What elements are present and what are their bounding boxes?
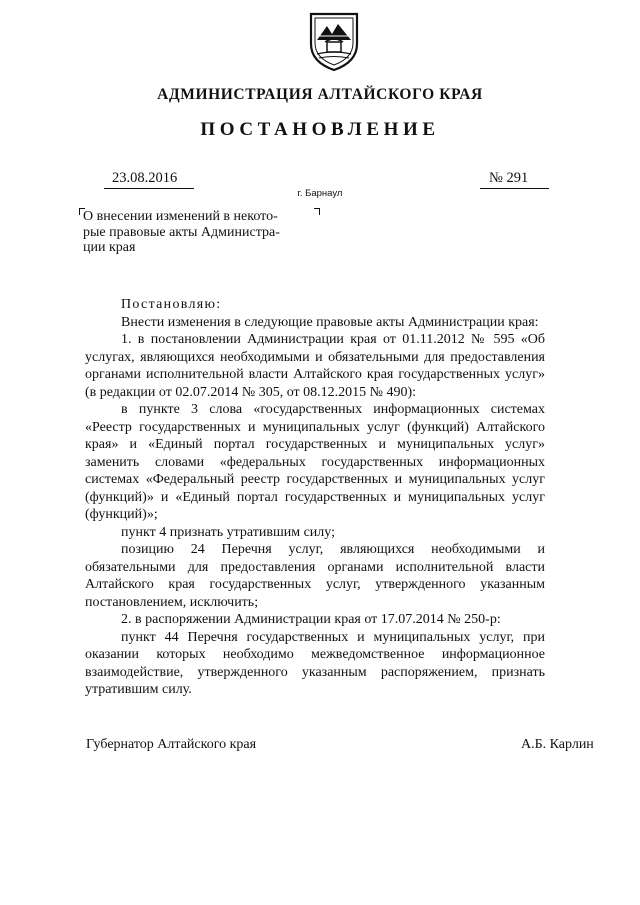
body-paragraph: в пункте 3 слова «государственных информационных системах «Реестр государственных и муниципальных услуг (функций) Алтайского края» и «Единый портал государственных и муниципальных услуг» заменить словами «федеральных государственных информационных системах «Федеральный реестр государственных и муниципальных услуг (функций)» и «Единый портал государственных и муниципальных услуг (функций)»;	[85, 402, 545, 522]
subject-block	[81, 209, 321, 256]
body-paragraph: пункт 4 признать утратившим силу;	[121, 524, 335, 540]
subject-bracket-left	[79, 208, 85, 215]
signer-role: Губернатор Алтайского края	[86, 737, 257, 752]
body-paragraph: позицию 24 Перечня услуг, являющихся необходимыми и обязательными для предоставления органами исполнительной власти Алтайского края государственных услуг, утвержденного указанным постановлением, исключить;	[85, 542, 545, 610]
subject-bracket-right	[314, 208, 320, 215]
body-paragraph: 1. в постановлении Администрации края от 01.11.2012 № 595 «Об услугах, являющихся необходимыми и обязательными для предоставления органами исполнительной власти Алтайского края государственных услуг» (в редакции от 02.07.2014 № 305, от 08.12.2015 № 490):	[85, 332, 545, 400]
subject-line: О внесении изменений в некото-	[83, 209, 278, 224]
document-body	[85, 296, 545, 699]
subject-line: рые правовые акты Администра-	[83, 224, 280, 240]
body-paragraph: 2. в распоряжении Администрации края от 17.07.2014 № 250-р:	[121, 612, 501, 627]
body-paragraph: Внести изменения в следующие правовые акты Администрации края:	[121, 314, 539, 330]
document-type: ПОСТАНОВЛЕНИЕ	[200, 119, 440, 140]
resolve-heading: Постановляю:	[121, 297, 222, 312]
signer-name: А.Б. Карлин	[521, 737, 594, 752]
organization-title: АДМИНИСТРАЦИЯ АЛТАЙСКОГО КРАЯ	[157, 86, 483, 103]
body-paragraph: пункт 44 Перечня государственных и муниципальных услуг, при оказании которых необходимо межведомственное информационное взаимодействие, утвержденного указанным распоряжением, признать утратившим силу.	[85, 629, 545, 697]
coat-of-arms-icon	[305, 10, 363, 72]
document-date: 23.08.2016	[112, 170, 178, 186]
document-number: № 291	[489, 170, 529, 186]
city: г. Барнаул	[297, 188, 343, 199]
subject-line: ции края	[83, 240, 136, 255]
